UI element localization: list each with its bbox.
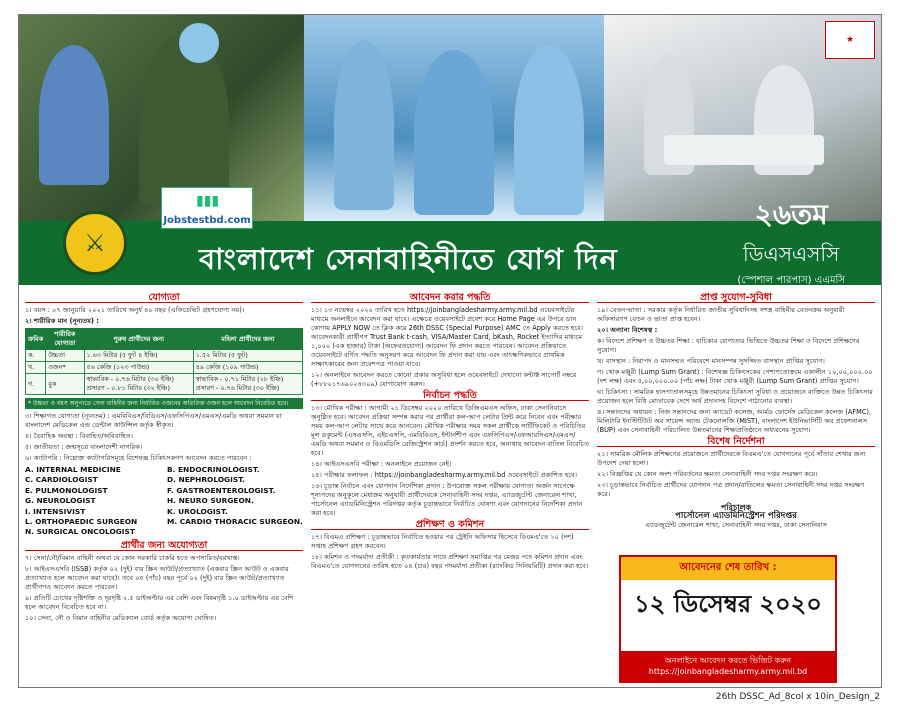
list-item: M. CARDIO THORACIC SURGEON.: [167, 517, 303, 527]
section-heading-selection: নির্বাচন পদ্ধতি: [311, 391, 589, 401]
deadline-box: [619, 555, 837, 683]
table-cell: ৫৬ কেজি (১২৩ পাউন্ড): [84, 362, 193, 374]
table-row: [26, 350, 303, 362]
application-steps: ১১। ১৩ নভেম্বর ২০২০ তারিখ হতে https://joinbangladesharmy.army.mil.bd ওয়েবসাইটের মাধ্যমে অনলাইনে আবেদন করা যাবে। এক্ষেত্রে ওয়েবসাইটে প্রবেশ করে Home Page এর উপরে ডান কোণায় APPLY NOW তে ক্লিক করে 26th DSSC (Special Purpose) AMC তে Apply করতে হবে। আবেদনকারী প্রার্থীগণ Trust Bank t-cash, VISA/Master Card, bKash, Rocket ইত্যাদির মাধ্যমে ১,০০০ (এক হাজার) টাকা (অফেরতযোগ্য) আবেদন ফি প্রদান করতে পারবেন। আবেদন প্রক্রিয়াতে ওয়েবসাইটে বর্ণিত পদ্ধতি অনুসরণ করে আবেদন ফি প্রদান করা যায় এবং তাৎক্ষণিকভাবে প্রাথমিক সাক্ষাৎকারের জন্য প্রবেশপত্র পাওয়া যাবে।: [311, 306, 584, 368]
advertisement-page: [18, 14, 882, 688]
list-item: L. ORTHOPAEDIC SURGEON: [25, 517, 138, 527]
list-item: E. PULMONOLOGIST: [25, 485, 108, 495]
benefit-item: ১৯। বেতন-ভাতা : সরকার কর্তৃক নির্ধারিত জাতীয় সুবিধাদিসহ সশস্ত্র বাহিনীর বেতনক্রম অনুযায়ী অফিসারগণ বেতন ও ভাতা প্রাপ্ত হবেন।: [597, 306, 845, 323]
director-title: পরিচালক: [720, 503, 752, 512]
photo-surgical-team: [304, 15, 604, 221]
section-heading-ineligibility: প্রার্থীর জন্য অযোগ্যতা: [25, 541, 303, 551]
director-office: এ্যাডজুটেন্ট জেনারেল শাখা, সেনাবাহিনী সদর দপ্তর, ঢাকা সেনানিবাস: [645, 521, 827, 529]
selection-issb: ১৪। আইএসএসবি পরীক্ষা : অনলাইনে প্রয়োজন নেই।: [311, 460, 452, 468]
table-cell: ১.৫২ মিটার (৫ ফুট): [193, 350, 302, 362]
selection-viva: ১৩। মৌখিক পরীক্ষা : আগামী ২১ ডিসেম্বর ২০২০ তারিখে ডিজিএমএস অফিস, ঢাকা সেনানিবাসে অনুষ্ঠিত হবে। আবেদন প্রক্রিয়া সম্পন্ন করার পর প্রার্থীরা কল-আপ লেটার প্রিন্ট করে নিবেন এবং পরীক্ষার সময় কল-আপ লেটার সাথে করে আনবেন। মৌখিক পরীক্ষার সময় সকল প্রার্থীকে সার্টিফিকেট ও পরিচিতির মূল ডকুমেন্ট (এসএসসি, এইচএসসি, এমবিবিএস, ইন্টার্নশীপ এবং এফসিপিএস/এফআরসিএস/এমএস/এমডি অথবা সমমান ও বিএমডিসি রেজিস্ট্রেশন কার্ড) প্রদর্শন করতে হবে, অন্যথায় আবেদন বাতিল বিবেচিত হবে।: [311, 404, 589, 457]
column-eligibility: [25, 291, 303, 625]
benefit-item: ঘ। চিকিৎসা : সামরিক হাসপাতালসমূহে উন্নতমানের চিকিৎসা সুবিধা ও প্রয়োজনে ব্যক্তিতে উন্নত চিকিৎসার প্রয়োজন হলে বিধি মোতাবেক দেশে অর্থ প্রদানসহ বিদেশে পাঠানোর ব্যবস্থা।: [597, 388, 873, 405]
director-name: পার্সোনেল এ্যাডমিনিস্ট্রেশন পরিদপ্তর: [675, 511, 797, 521]
list-item: C. CARDIOLOGIST: [25, 475, 98, 485]
eligibility-physical: ২। শারীরিক মান (নূন্যতম) :: [25, 317, 99, 325]
top-banner: [19, 15, 881, 285]
edition-course: ডিএসএসসি: [743, 242, 840, 266]
eligibility-category: ৬। ক্যাটাগরি : নিম্নোক্ত ক্যাটাগরিসমূহে বিশেষজ্ঞ চিকিৎসকগণ আবেদন করতে পারবেন :: [25, 454, 252, 462]
benefit-item: খ। বাসস্থান : নিরাপদ ও মানসম্মত পরিবেশে মানসম্পন্ন সুসজ্জিত বাসস্থান প্রাপ্তির সুযোগ।: [597, 357, 825, 365]
deadline-date: ১২ ডিসেম্বর ২০২০: [634, 590, 822, 618]
corner-logo: ★: [825, 21, 875, 59]
training-commission: ১৮। কমিশন ও পদমর্যাদা প্রতীকী : কৃতকার্যতার সাথে প্রশিক্ষণ সমাপ্তির পর মেজর পদে কমিশন প্রদান এবং বিএমএ'তে যোগদানের তারিখ হতে ০৪ (চার) বছর পদমর্যাদা প্রতীকা (র‍্যাংকিড সিনিয়রিটি) প্রদান করা হবে।: [311, 553, 589, 570]
table-cell: বুক: [46, 374, 84, 395]
list-item: H. NEURO SURGEON.: [167, 496, 254, 506]
section-heading-application: আবেদন করার পদ্ধতি: [311, 293, 589, 303]
table-cell: গ.: [26, 374, 46, 395]
list-item: I. INTENSIVIST: [25, 506, 86, 516]
table-header: শারীরিক যোগ্যতা: [46, 329, 84, 350]
ineligibility-item: ১০। সেনা, নৌ ও বিমান বাহিনীর মেডিক্যাল বোর্ড কর্তৃক অযোগ্য ঘোষিত।: [25, 613, 217, 622]
main-headline: বাংলাদেশ সেনাবাহিনীতে যোগ দিন: [199, 242, 618, 276]
table-row: [26, 374, 303, 395]
course-edition: [737, 193, 845, 285]
director-signature: [597, 503, 875, 530]
edition-spec: (স্পেশাল পারপাস) এএমসি: [737, 275, 845, 285]
army-emblem-icon: ⚔: [63, 211, 127, 275]
section-heading-eligibility: যোগ্যতা: [25, 293, 303, 303]
section-heading-benefits: প্রাপ্ত সুযোগ-সুবিধা: [597, 293, 875, 303]
eligibility-marital: ৪। বৈবাহিক অবস্থা : বিবাহিত/অবিবাহিত।: [25, 432, 133, 440]
list-item: B. ENDOCRINOLOGIST.: [167, 465, 260, 474]
benefit-item: গ। থোক মঞ্জুরী (Lump Sum Grant) : বিশেষজ্ঞ চিকিৎসকের পেশাগতোক্রমে একালীন ১০,০০,০০০.০০ (দশ লক্ষ) এবং ৫,০০,০০০.০০ (পাঁচ লক্ষ) টাকা থোক মঞ্জুরী (Lump Sum Grant) প্রাপ্তির সুযোগ।: [597, 368, 873, 385]
eligibility-education: ৩। শিক্ষাগত যোগ্যতা (ন্যূনতম) : এমবিবিএস/বিডিএস/এফসিপিএস/এমএস/এমডি অথবা সমমান যা বাংলাদেশ মেডিকেল এন্ড ডেন্টাল কাউন্সিল কর্তৃক স্বীকৃত।: [25, 412, 282, 429]
ineligibility-item: ৭। সেনা/নৌ/বিমান বাহিনী অথবা যে কোন সরকারি চাকরি হতে অপসারিত/বরখাস্ত।: [25, 553, 240, 562]
benefit-item: ক। বিদেশে প্রশিক্ষণ ও উচ্চতর শিক্ষা : যাচিকার যোগ্যতার ভিত্তিতে উচ্চতর শিক্ষা ও বিদেশে প্রশিক্ষণের সুযোগ।: [597, 337, 860, 354]
edition-number: ২৬তম: [754, 198, 828, 231]
application-support: ১২। অনলাইনে আবেদন করতে কোনো প্রকার অসুবিধা হলে ওয়েবসাইটে দেখানো কন্টাক্ট সাপোর্ট নম্বরে (+৮৮০১৭৬৯০২৪৩০৯) যোগাযোগ করুন।: [311, 371, 577, 388]
watermark-text: Jobstestbd.com: [163, 215, 251, 226]
table-cell: ৪৯ কেজি (১০৯ পাউন্ড): [193, 362, 302, 374]
training-bma: ১৭। বিএমএ প্রশিক্ষণ : চূড়ান্তভাবে নির্বাচিত হওয়ার পর ট্রেইনি অফিসার হিসেবে বিএমএ'তে ১০ (দশ) সপ্তাহ প্রশিক্ষণ গ্রহণ করবেন।: [311, 533, 574, 550]
table-cell: ক.: [26, 350, 46, 362]
list-item: A. INTERNAL MEDICINE: [25, 465, 121, 474]
physical-standards-table: [25, 328, 303, 395]
table-cell: স্বাভাবিক - ০.৭৬ মিটার (৩০ ইঞ্চি) প্রসারণ - ০.৮১ মিটার (৩২ ইঞ্চি): [84, 374, 193, 395]
benefit-item: ঙ। সন্তানদের অধ্যয়ন : নিজ সন্তানদের জন্য ক্যাডেট কলেজ, আর্মড ফোর্সেস মেডিকেল কলেজ (AFMC), মিলিটারি ইনস্টিটিউট অব সায়েন্স অ্যান্ড টেকনোলজি (MIST), বাংলাদেশ ইউনিভার্সিটি অব প্রফেশনালস (BUP) এবং সেনাবাহিনী পরিচালিত উন্নতমানের শিক্ষাপ্রতিষ্ঠানে অধ্যয়নের সুযোগ।: [597, 408, 872, 434]
table-cell: উচ্চতা: [46, 350, 84, 362]
eligibility-nationality: ৫। জাতীয়তা : জন্মসূত্রে বাংলাদেশী নাগরিক।: [25, 443, 143, 451]
section-heading-training: প্রশিক্ষণ ও কমিশন: [311, 520, 589, 530]
ineligibility-item: ৮। আইএসএসবি (ISSB) কর্তৃক ০২ (দুই) বার স্ক্রিন আউট/প্রত্যাখ্যাত (একবার স্ক্রিন আউট ও একবার প্রত্যাখ্যাত হলে আবেদন করা যাবে)। তবে ০৫ (পাঁচ) বছর পূর্বে ০২ (দুই) বার স্ক্রিন আউট/প্রত্যাখ্যাত প্রার্থীগণও আবেদন করতে পারবেন।: [25, 564, 289, 591]
list-item: F. GASTROENTEROLOGIST.: [167, 485, 276, 495]
table-cell: ১.৬৩ মিটার (৫ ফুট ৪ ইঞ্চি): [84, 350, 193, 362]
list-item: N. SURGICAL ONCOLOGIST: [25, 527, 135, 537]
list-item: G. NEUROLOGIST: [25, 496, 96, 506]
table-cell: ওজন*: [46, 362, 84, 374]
specialty-list: [25, 465, 303, 538]
special-item: ২১। সামরিক মৌলিক প্রশিক্ষণের প্রয়োজনে প্রার্থীদেরকে বিএমএ'তে যোগদানের পূর্বে সাঁতার শেখার জন্য উপদেশ দেয়া হলো।: [597, 450, 866, 467]
table-row: [26, 362, 303, 374]
deadline-url-link[interactable]: https://joinbangladesharmy.army.mil.bd: [648, 667, 808, 676]
section-heading-special: বিশেষ নির্দেশনা: [597, 437, 875, 447]
books-icon: ▮▮▮: [196, 193, 220, 209]
selection-final: ১৬। চূড়ান্ত নির্বাচন এবং যোগদান নির্দেশিকা প্রদান : উপরোক্ত সকল পরীক্ষায় যোগ্যতা অর্জন সাপেক্ষে শূন্যপদের অনুকূলে মেধাক্রম অনুযায়ী প্রার্থীদেরকে সেনাবাহিনী সদর দপ্তর, এ্যাডজুটেন্ট জেনারেল শাখা, পার্সোনেল এ্যাডমিনিস্ট্রেশন পরিদপ্তর কর্তৃক চূড়ান্তভাবে নির্বাচিত ঘোষণা এবং যোগদানের নির্দেশিকা প্রদান করা হবে।: [311, 482, 583, 517]
ineligibility-item: ৯। প্রতিটি চোখের দৃষ্টিশক্তি ও দূরদৃষ্টি ২.৫ ডাইঅপ্টার এর বেশি এবং বিষমদৃষ্টি ১.০ ডাইঅপ্টার এর বেশি হলে আবেদন বিবেচিত হবে না।: [25, 593, 294, 611]
deadline-visit-text: অনলাইনে আবেদন করতে ভিজিট করুন: [664, 656, 792, 665]
special-item: ২৩। চূড়ান্তভাবে নির্বাচিত প্রার্থীদের যোগদান পত্র প্রদান/বাতিলের ক্ষমতা সেনাবাহিনী সদর দপ্তর সংরক্ষণ করে।: [597, 481, 865, 498]
list-item: K. UROLOGIST.: [167, 506, 228, 516]
benefit-item: ২০। অন্যান্য বিশেষত্ব :: [597, 326, 658, 334]
special-item: ২২। বিজ্ঞপ্তির যে কোন অংশ পরিবর্তনের ক্ষমতা সেনাবাহিনী সদর দপ্তর সংরক্ষণ করে।: [597, 470, 818, 478]
deadline-visit: [621, 651, 835, 681]
table-note: * উচ্চতা ও বয়স অনুপাতে সেনা বাহিনীর জন্য নির্ধারিত ওজনের অতিরিক্ত ওজন হলে আবেদন বিবেচিত হবে।: [25, 398, 303, 409]
selection-result: ১৫। পরীক্ষার ফলাফল : https://joinbangladesharmy.army.mil.bd ওয়েবসাইটে প্রকাশিত হবে।: [311, 471, 577, 479]
watermark-logo: [161, 187, 253, 229]
column-benefits: [597, 291, 875, 530]
list-item: D. NEPHROLOGIST.: [167, 475, 245, 485]
deadline-label: আবেদনের শেষ তারিখ :: [621, 557, 835, 580]
column-application: [311, 291, 589, 573]
table-header: পুরুষ প্রার্থীদের জন্য: [84, 329, 193, 350]
eligibility-age: ১। বয়স : ০৭ জানুয়ারি ২০২১ তারিখে অনুর্ধ ৪০ বছর (এফিডেভিট গ্রহণযোগ্য নয়)।: [25, 306, 245, 314]
footer-design-label: 26th DSSC_Ad_8col x 10in_Design_2: [715, 692, 880, 702]
table-cell: খ.: [26, 362, 46, 374]
table-cell: স্বাভাবিক - ০.৭১ মিটার (২৮ ইঞ্চি) প্রসারণ - ০.৭৬ মিটার (৩০ ইঞ্চি): [193, 374, 302, 395]
table-header: মহিলা প্রার্থীদের জন্য: [193, 329, 302, 350]
table-header: ক্রমিক: [26, 329, 46, 350]
